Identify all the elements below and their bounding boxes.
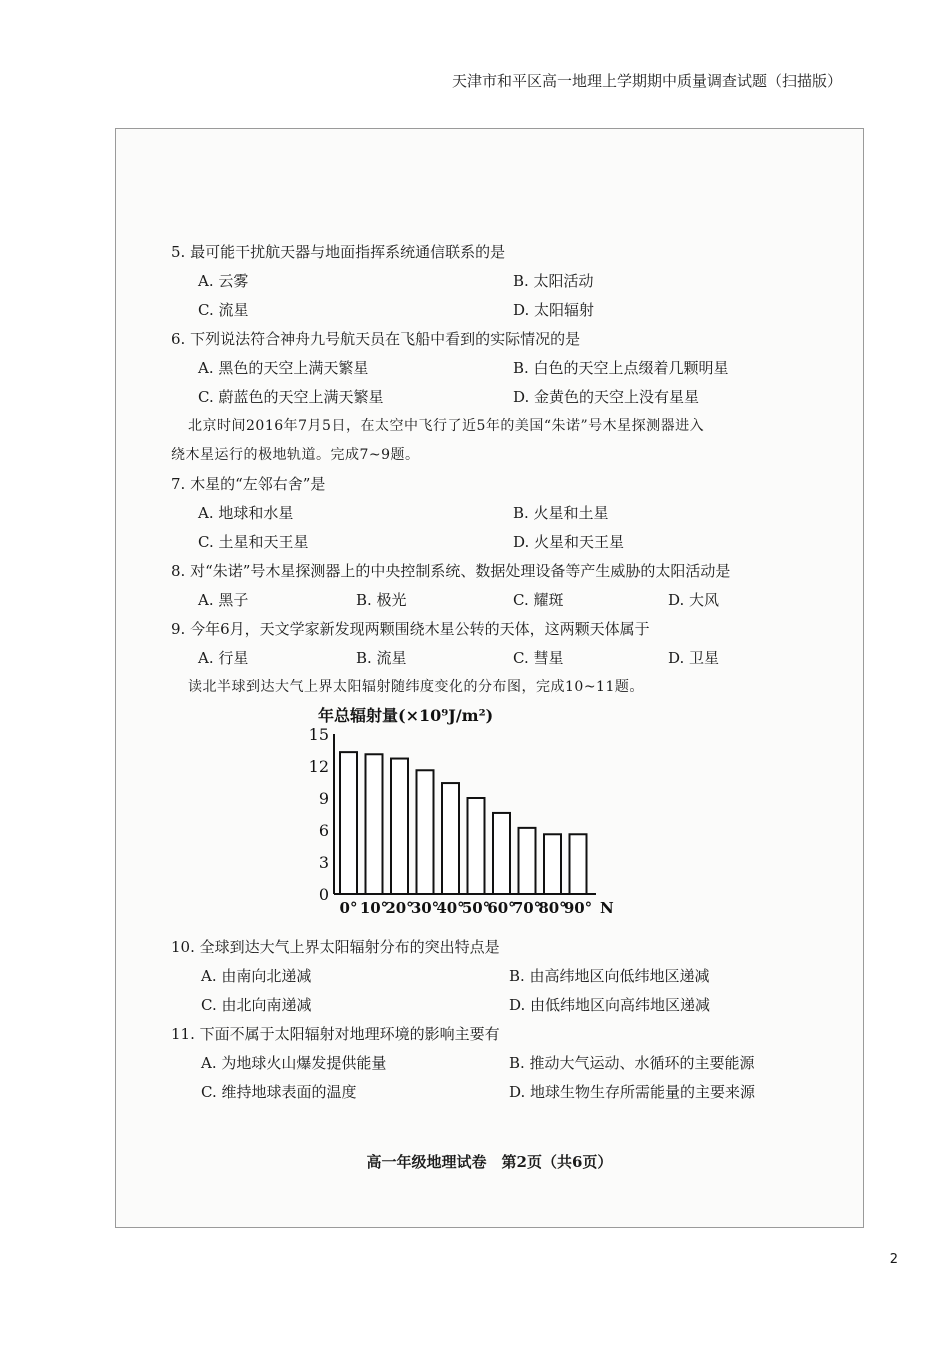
- q7-option-b: B. 火星和土星: [513, 504, 609, 522]
- y-tick-label: 0: [318, 885, 329, 904]
- intro-7-9-line2: 绕木星运行的极地轨道。完成7~9题。: [171, 447, 420, 463]
- x-tick-label: 80°: [538, 899, 567, 917]
- bar-9: [570, 834, 587, 894]
- y-tick-label: 6: [318, 821, 329, 840]
- q10-option-a: A. 由南向北递减: [201, 967, 312, 985]
- bar-5: [468, 798, 485, 894]
- q9-option-a: A. 行星: [198, 649, 249, 667]
- bar-8: [544, 834, 561, 894]
- q7-option-d: D. 火星和天王星: [513, 533, 625, 551]
- x-tick-label: 70°: [512, 899, 542, 917]
- x-tick-label: 10°: [359, 899, 389, 917]
- q11-option-c: C. 维持地球表面的温度: [201, 1083, 357, 1101]
- question-7-stem: 7. 木星的“左邻右舍”是: [171, 475, 326, 493]
- chart-title: 年总辐射量(×10⁹J/m²): [318, 706, 494, 725]
- y-tick-label: 3: [318, 853, 329, 872]
- scanned-exam-page: [115, 128, 864, 1228]
- q6-option-b: B. 白色的天空上点缀着几颗明星: [513, 359, 729, 377]
- q6-option-a: A. 黑色的天空上满天繁星: [198, 359, 369, 377]
- question-5-stem: 5. 最可能干扰航天器与地面指挥系统通信联系的是: [171, 243, 506, 261]
- question-8-stem: 8. 对“朱诺”号木星探测器上的中央控制系统、数据处理设备等产生威胁的太阳活动是: [171, 562, 731, 580]
- x-tick-label: 50°: [461, 899, 491, 917]
- page-header: 天津市和平区高一地理上学期期中质量调查试题（扫描版）: [451, 72, 842, 90]
- q5-option-d: D. 太阳辐射: [513, 301, 595, 319]
- question-10-stem: 10. 全球到达大气上界太阳辐射分布的突出特点是: [171, 938, 500, 956]
- intro-7-9-line1: 北京时间2016年7月5日，在太空中飞行了近5年的美国“朱诺”号木星探测器进入: [188, 418, 705, 434]
- y-tick-label: 12: [308, 757, 329, 776]
- q9-option-d: D. 卫星: [668, 649, 720, 667]
- q11-option-a: A. 为地球火山爆发提供能量: [201, 1054, 387, 1072]
- question-11-stem: 11. 下面不属于太阳辐射对地理环境的影响主要有: [171, 1025, 500, 1043]
- q8-option-d: D. 大风: [668, 591, 720, 609]
- q11-option-d: D. 地球生物生存所需能量的主要来源: [509, 1083, 756, 1101]
- bar-4: [442, 783, 459, 894]
- radiation-bar-chart: [296, 699, 636, 924]
- x-axis-unit-label: N: [600, 899, 614, 917]
- q5-option-a: A. 云雾: [198, 272, 249, 290]
- x-tick-label: 20°: [385, 899, 414, 917]
- x-tick-label: 90°: [563, 899, 593, 917]
- y-tick-label: 15: [308, 725, 329, 744]
- bar-1: [366, 754, 383, 894]
- q5-option-b: B. 太阳活动: [513, 272, 594, 290]
- q10-option-c: C. 由北向南递减: [201, 996, 312, 1014]
- intro-10-11: 读北半球到达大气上界太阳辐射随纬度变化的分布图，完成10~11题。: [188, 679, 644, 695]
- bar-2: [391, 759, 408, 894]
- q6-option-d: D. 金黄色的天空上没有星星: [513, 388, 700, 406]
- q7-option-a: A. 地球和水星: [198, 504, 294, 522]
- q9-option-b: B. 流星: [356, 649, 407, 667]
- q10-option-b: B. 由高纬地区向低纬地区递减: [509, 967, 710, 985]
- question-6-stem: 6. 下列说法符合神舟九号航天员在飞船中看到的实际情况的是: [171, 330, 581, 348]
- x-tick-label: 40°: [436, 899, 465, 917]
- q9-option-c: C. 彗星: [513, 649, 564, 667]
- question-9-stem: 9. 今年6月，天文学家新发现两颗围绕木星公转的天体，这两颗天体属于: [171, 620, 650, 638]
- q7-option-c: C. 土星和天王星: [198, 533, 309, 551]
- q5-option-c: C. 流星: [198, 301, 249, 319]
- q8-option-a: A. 黑子: [198, 591, 249, 609]
- q8-option-c: C. 耀斑: [513, 591, 564, 609]
- bar-6: [493, 813, 510, 894]
- q6-option-c: C. 蔚蓝色的天空上满天繁星: [198, 388, 384, 406]
- x-tick-label: 0°: [339, 899, 358, 917]
- bar-3: [417, 770, 434, 894]
- q11-option-b: B. 推动大气运动、水循环的主要能源: [509, 1054, 755, 1072]
- bar-7: [519, 828, 536, 894]
- bar-0: [340, 752, 357, 894]
- x-tick-label: 60°: [487, 899, 516, 917]
- q8-option-b: B. 极光: [356, 591, 407, 609]
- page-number: 2: [889, 1252, 898, 1267]
- x-tick-label: 30°: [410, 899, 440, 917]
- q10-option-d: D. 由低纬地区向高纬地区递减: [509, 996, 711, 1014]
- y-tick-label: 9: [318, 789, 329, 808]
- exam-footer: 高一年级地理试卷 第2页（共6页）: [366, 1153, 613, 1171]
